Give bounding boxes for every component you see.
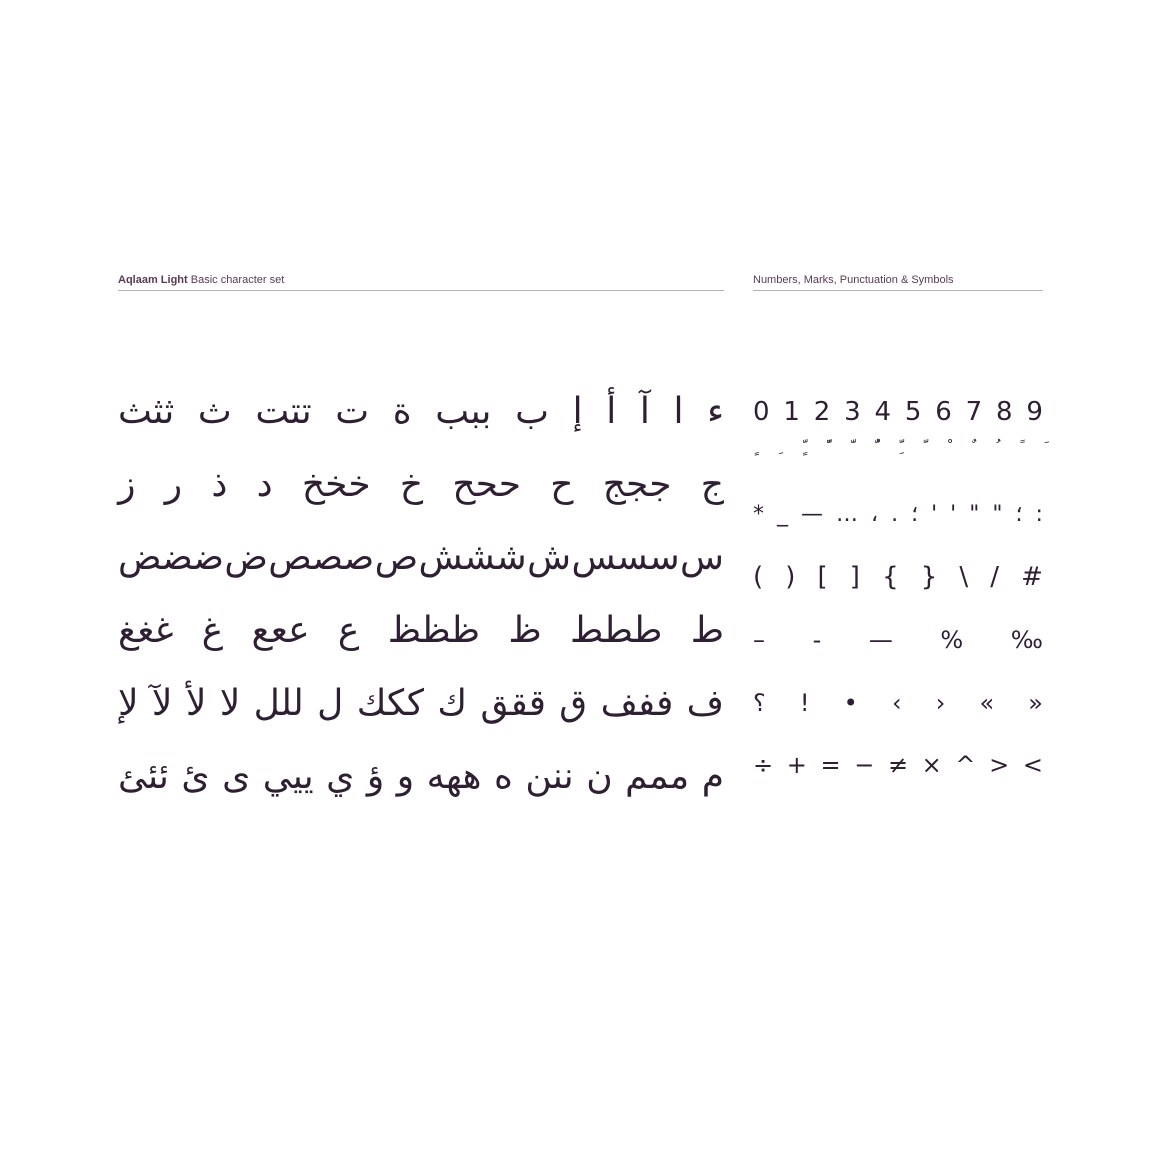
bracket-glyph: ] bbox=[849, 562, 860, 592]
glyph: ببب bbox=[435, 391, 492, 432]
arabic-row bbox=[118, 682, 724, 755]
punctuation-glyph: … bbox=[836, 501, 858, 527]
glyph: غ bbox=[201, 610, 224, 651]
glyph: م bbox=[701, 756, 724, 797]
glyph: ج bbox=[700, 464, 724, 505]
symbol-glyph: ؟ bbox=[753, 689, 766, 717]
glyph: أ bbox=[606, 391, 617, 432]
glyph: لآ bbox=[151, 683, 173, 724]
bracket-glyph: # bbox=[1021, 562, 1043, 592]
left-header bbox=[118, 272, 724, 291]
digit-glyph: 2 bbox=[813, 397, 831, 427]
symbol-glyph: ‹ bbox=[891, 689, 902, 717]
bracket-glyph: \ bbox=[959, 562, 969, 592]
glyph: صصص bbox=[268, 537, 375, 578]
bracket-glyph: / bbox=[990, 562, 1000, 592]
glyph: خ bbox=[399, 464, 424, 505]
glyph: ييي bbox=[262, 756, 314, 797]
glyph: ضضض bbox=[118, 537, 224, 578]
glyph: ق bbox=[559, 683, 588, 724]
glyph: ننن bbox=[525, 756, 574, 797]
glyph: ععع bbox=[251, 610, 310, 651]
glyph: خخخ bbox=[301, 464, 371, 505]
misc-symbols-row bbox=[753, 672, 1043, 734]
arabic-row bbox=[118, 609, 724, 682]
arabic-character-set bbox=[118, 390, 724, 828]
dash-glyph: – bbox=[753, 626, 765, 654]
glyph: ن bbox=[586, 756, 613, 797]
glyph: ظظظ bbox=[387, 610, 481, 651]
math-glyph: < bbox=[1022, 751, 1043, 779]
glyph: ت bbox=[335, 391, 370, 432]
dash-glyph: — bbox=[868, 626, 893, 654]
digit-glyph: 3 bbox=[844, 397, 861, 427]
brackets-row bbox=[753, 546, 1043, 608]
glyph: ر bbox=[164, 464, 183, 505]
glyph: ط bbox=[690, 610, 724, 651]
symbol-glyph: • bbox=[843, 689, 858, 717]
glyph: ههه bbox=[426, 756, 482, 797]
glyph: د bbox=[256, 464, 273, 505]
glyph: ل bbox=[317, 683, 344, 724]
arabic-row bbox=[118, 536, 724, 609]
punctuation-row bbox=[753, 482, 1043, 546]
punctuation-glyph: . bbox=[891, 501, 899, 527]
section-title: Basic character set bbox=[190, 274, 285, 286]
glyph: ب bbox=[515, 391, 549, 432]
symbols-panel bbox=[753, 392, 1043, 796]
punctuation-glyph: — bbox=[801, 501, 823, 527]
right-header bbox=[753, 272, 1043, 291]
dash-glyph: ‰ bbox=[1010, 626, 1043, 654]
glyph: ممم bbox=[625, 756, 690, 797]
glyph: غغغ bbox=[118, 610, 174, 651]
digit-glyph: 5 bbox=[904, 397, 922, 427]
glyph: ئئئ bbox=[118, 756, 169, 797]
font-name: Aqlaam Light bbox=[118, 274, 188, 286]
glyph: ص bbox=[374, 537, 419, 578]
glyph: ا bbox=[673, 391, 684, 432]
glyph: ئ bbox=[181, 756, 210, 797]
symbol-glyph: « bbox=[979, 689, 995, 717]
glyph: ششش bbox=[418, 537, 527, 578]
glyph: تتت bbox=[255, 391, 312, 432]
arabic-row bbox=[118, 390, 724, 463]
glyph: ة bbox=[392, 391, 412, 432]
punctuation-glyph: _ bbox=[777, 501, 788, 527]
symbol-glyph: ! bbox=[799, 689, 810, 717]
right-panel bbox=[753, 272, 1043, 291]
punctuation-glyph: ، bbox=[871, 501, 879, 527]
math-glyph: > bbox=[989, 751, 1010, 779]
symbol-glyph: › bbox=[935, 689, 946, 717]
math-glyph: + bbox=[786, 751, 807, 779]
punctuation-glyph: ؛ bbox=[911, 501, 919, 527]
arabic-row bbox=[118, 755, 724, 828]
glyph: ز bbox=[118, 464, 136, 505]
glyph: ك bbox=[437, 683, 468, 724]
digit-glyph: 6 bbox=[935, 397, 952, 427]
bracket-glyph: } bbox=[920, 562, 938, 592]
math-glyph: ÷ bbox=[753, 751, 774, 779]
digit-glyph: 8 bbox=[996, 397, 1013, 427]
dashes-row bbox=[753, 608, 1043, 672]
left-panel bbox=[118, 272, 724, 291]
symbol-glyph: » bbox=[1028, 689, 1043, 717]
punctuation-glyph: ' bbox=[931, 501, 938, 527]
glyph: آ bbox=[639, 391, 650, 432]
glyph: ططط bbox=[570, 610, 663, 651]
glyph: ث bbox=[197, 391, 232, 432]
bracket-glyph: { bbox=[882, 562, 899, 592]
glyph: ش bbox=[527, 537, 572, 578]
section-title: Numbers, Marks, Punctuation & Symbols bbox=[753, 274, 954, 286]
glyph: لأ bbox=[185, 683, 207, 724]
glyph: ف bbox=[686, 683, 724, 724]
punctuation-glyph: " bbox=[969, 501, 980, 527]
glyph: ججج bbox=[602, 464, 672, 505]
dash-glyph: % bbox=[940, 626, 964, 654]
glyph: ككك bbox=[356, 683, 425, 724]
glyph: ض bbox=[224, 537, 268, 578]
glyph: ه bbox=[494, 756, 513, 797]
math-glyph: ≠ bbox=[887, 751, 909, 779]
glyph: إ bbox=[572, 391, 583, 432]
glyph: ححح bbox=[452, 464, 522, 505]
glyph: ؤ bbox=[366, 756, 385, 797]
glyph: ففف bbox=[600, 683, 674, 724]
glyph: سسس bbox=[571, 537, 680, 578]
glyph: لا bbox=[219, 683, 241, 724]
math-symbols-row bbox=[753, 734, 1043, 796]
glyph: ع bbox=[337, 610, 360, 651]
glyph: ح bbox=[550, 464, 574, 505]
math-glyph: − bbox=[854, 751, 875, 779]
marks-row bbox=[753, 432, 1043, 462]
punctuation-glyph: * bbox=[753, 501, 764, 527]
arabic-row bbox=[118, 463, 724, 536]
glyph: ذ bbox=[211, 464, 228, 505]
digit-glyph: 7 bbox=[965, 397, 983, 427]
dash-glyph: - bbox=[812, 626, 822, 654]
bracket-glyph: [ bbox=[817, 562, 828, 592]
punctuation-glyph: : bbox=[1035, 501, 1043, 527]
punctuation-glyph: " bbox=[992, 501, 1003, 527]
glyph: ثثث bbox=[118, 391, 175, 432]
digit-glyph: 0 bbox=[753, 397, 770, 427]
digit-glyph: 9 bbox=[1026, 397, 1043, 427]
punctuation-glyph: ؛ bbox=[1015, 501, 1023, 527]
glyph: ي bbox=[326, 756, 355, 797]
digit-glyph: 4 bbox=[874, 397, 892, 427]
glyph: ظ bbox=[508, 610, 542, 651]
glyph: و bbox=[396, 756, 415, 797]
math-glyph: × bbox=[921, 751, 942, 779]
bracket-glyph: ( bbox=[753, 562, 764, 592]
glyph: ققق bbox=[480, 683, 546, 724]
glyph: س bbox=[680, 537, 724, 578]
glyph: ء bbox=[707, 391, 724, 432]
glyph: ى bbox=[222, 756, 251, 797]
math-glyph: = bbox=[820, 751, 841, 779]
digits-row bbox=[753, 392, 1043, 432]
glyph: للل bbox=[253, 683, 304, 724]
math-glyph: ^ bbox=[955, 751, 976, 779]
bracket-glyph: ) bbox=[785, 562, 796, 592]
digit-glyph: 1 bbox=[783, 397, 800, 427]
punctuation-glyph: ' bbox=[950, 501, 957, 527]
glyph: لإ bbox=[118, 683, 139, 724]
